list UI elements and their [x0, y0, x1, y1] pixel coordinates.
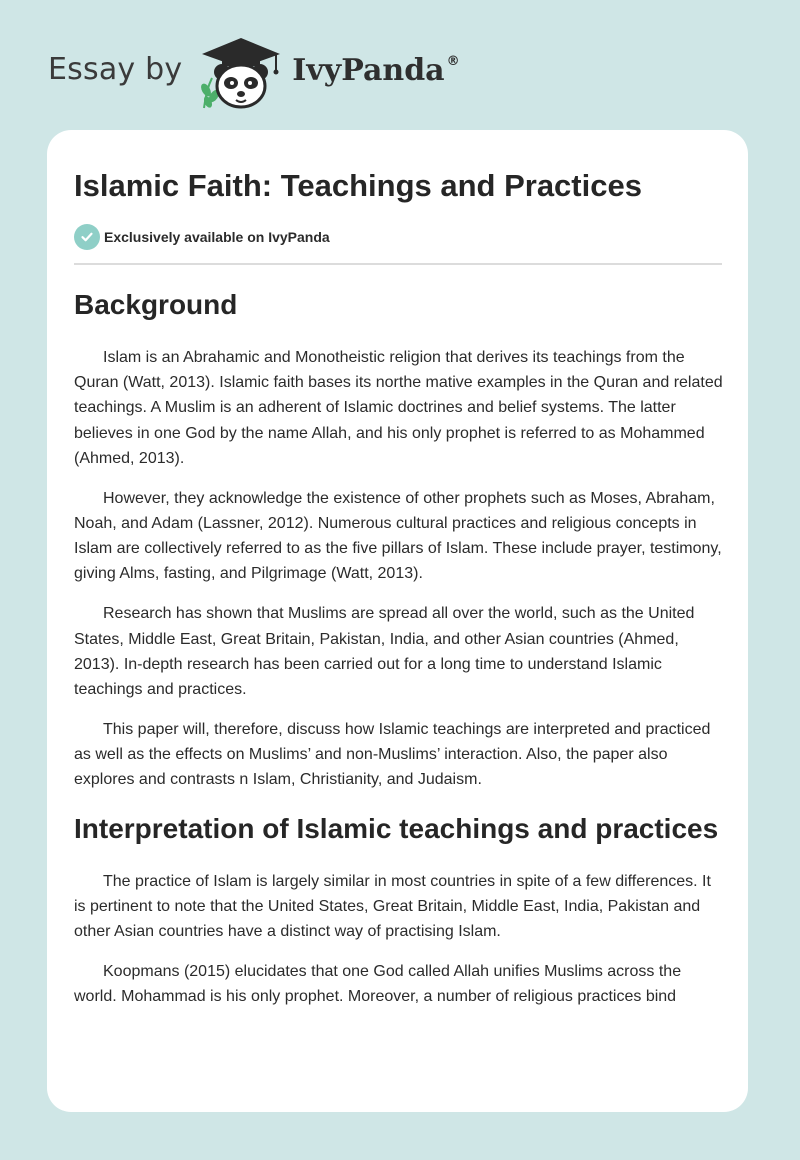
paragraph: The practice of Islam is largely similar in most countries in spite of a few differences. It is pertinent to note that the United States, Great Britain, Middle East, India, Pakistan and other Asian countries have a distinct way of practising Islam.: [74, 872, 711, 941]
paragraph: Islam is an Abrahamic and Monotheistic religion that derives its teachings from the Quran (Watt, 2013). Islamic faith bases its northe mative examples in the Quran and related teachings. A Muslim is an adherent of Islamic doctrines and belief systems. The latter believes in one God by the name Allah, and his only prophet is referred to as Mohammed (Ahmed, 2013).: [74, 349, 723, 467]
checkmark-icon: [74, 224, 100, 250]
paragraph: Koopmans (2015) elucidates that one God called Allah unifies Muslims across the world. Mohammad is his only prophet. Moreover, a number of religious practices bind: [74, 963, 682, 1006]
section-heading: Background: [74, 289, 238, 320]
exclusive-badge: [74, 224, 722, 250]
paragraph: This paper will, therefore, discuss how Islamic teachings are interpreted and practiced as well as the effects on Muslims’ and non-Muslims’ interaction. Also, the paper also explores and contrasts n Islam, Christianity, and Judaism.: [74, 721, 711, 789]
page-title: Islamic Faith: Teachings and Practices: [74, 168, 642, 203]
registered-mark: ®: [446, 53, 460, 69]
paragraph: However, they acknowledge the existence of other prophets such as Moses, Abraham, Noah, and Adam (Lassner, 2012). Numerous cultural practices and religious concepts in Islam are collectively referred to as the five pillars of Islam. These include prayer, testimony, giving Alms, fasting, and Pilgrimage (Watt, 2013).: [74, 489, 722, 583]
essay-card: [47, 130, 748, 1112]
paragraph: Research has shown that Muslims are spread all over the world, such as the United States, Middle East, Great Britain, Pakistan, India, and other Asian countries (Ahmed, 2013). In-depth research has been carried out for a long time to understand Islamic teachings and practices.: [74, 605, 695, 699]
section-background: [74, 285, 722, 793]
exclusive-label: Exclusively available on IvyPanda: [104, 229, 330, 245]
brand-header[interactable]: [48, 34, 460, 110]
brand-prefix: Essay by: [48, 51, 183, 87]
panda-logo-icon: [192, 34, 290, 110]
section-interpretation: [74, 809, 722, 1010]
divider: [74, 263, 722, 265]
section-heading: Interpretation of Islamic teachings and practices: [74, 812, 719, 844]
brand-name: IvyPanda: [292, 52, 445, 88]
